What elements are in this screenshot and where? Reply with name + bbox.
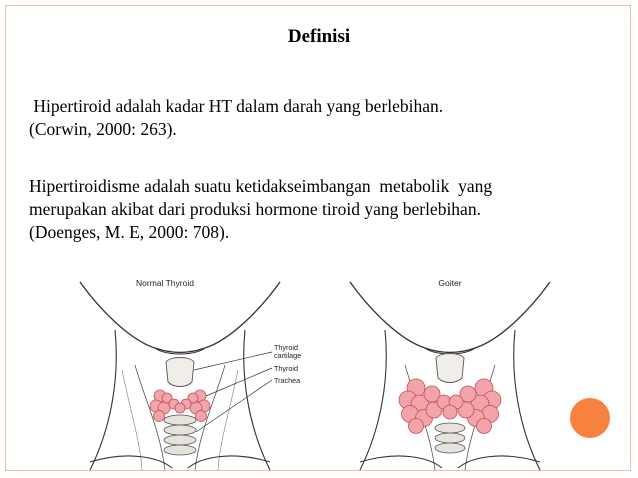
orange-accent-circle <box>570 398 610 438</box>
thyroid-illustration <box>60 270 580 470</box>
definition-paragraph-2 <box>29 175 492 244</box>
normal-thyroid-caption: Normal Thyroid <box>136 278 194 288</box>
label-thyroid-cartilage <box>274 343 301 360</box>
normal-thyroid-figure <box>80 278 280 470</box>
paragraph-1-line-2: (Corwin, 2000: 263). <box>29 119 177 139</box>
label-thyroid-cartilage-line-2: cartilage <box>274 351 302 360</box>
slide-title: Definisi <box>287 26 351 47</box>
paragraph-2-line-3: (Doenges, M. E, 2000: 708). <box>29 222 230 242</box>
goiter-caption: Goiter <box>438 278 462 288</box>
label-thyroid-cartilage-line-1: Thyroid <box>274 343 298 352</box>
label-trachea: Trachea <box>274 376 301 385</box>
paragraph-1-line-1: Hipertiroid adalah kadar HT dalam darah yang berlebihan. <box>29 96 444 116</box>
goiter-figure <box>350 278 550 470</box>
paragraph-2-line-1: Hipertiroidisme adalah suatu ketidakseimbangan metabolik yang <box>29 176 493 196</box>
definition-paragraph-1 <box>29 95 443 141</box>
paragraph-2-line-2: merupakan akibat dari produksi hormone tiroid yang berlebihan. <box>29 199 481 219</box>
label-thyroid: Thyroid <box>274 364 298 373</box>
